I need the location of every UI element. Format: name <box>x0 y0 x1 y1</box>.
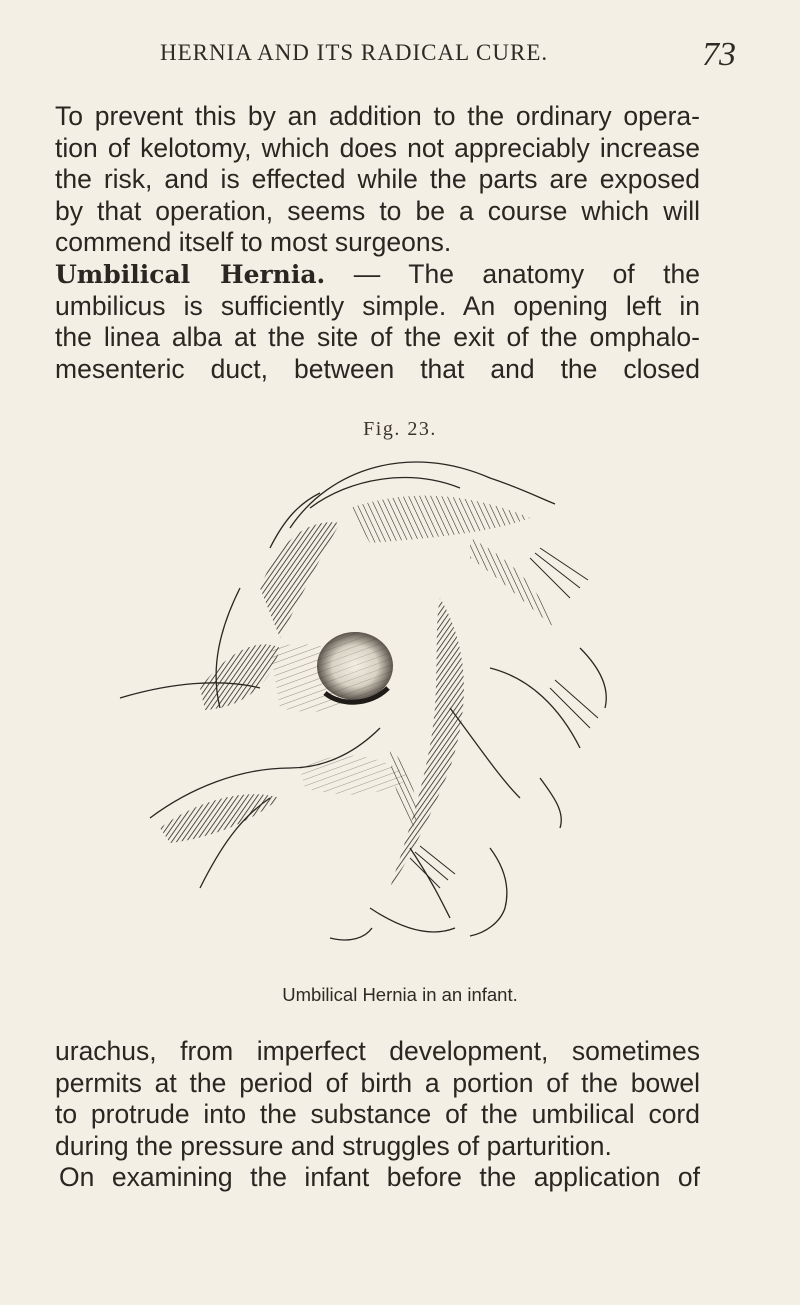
text-line: urachus, from imperfect development, sometimes <box>55 1036 700 1066</box>
section-heading: Umbilical Hernia. <box>55 259 326 289</box>
section-first-line <box>55 259 700 291</box>
text-line: mesenteric duct, between that and the closed <box>55 353 700 384</box>
hernia-illustration <box>110 448 650 978</box>
text-line: umbilicus is sufficiently simple. An opening left in <box>55 290 700 321</box>
text-line: the risk, and is effected while the parts are exposed <box>55 164 700 195</box>
running-title: HERNIA AND ITS RADICAL CURE. <box>160 40 549 65</box>
text-line: tion of kelotomy, which does not appreciably increase <box>55 132 700 163</box>
figure-label: Fig. 23. <box>363 418 437 440</box>
figure-caption: Umbilical Hernia in an infant. <box>282 984 518 1005</box>
text-line: To prevent this by an addition to the ordinary opera- <box>55 101 700 131</box>
running-head <box>60 36 740 76</box>
page-number: 73 <box>702 36 736 73</box>
paragraph-1 <box>55 101 700 385</box>
text-line: commend itself to most surgeons. <box>55 227 452 258</box>
text-line: On examining the infant before the application of <box>59 1162 700 1193</box>
text-line: by that operation, seems to be a course which will <box>55 195 700 226</box>
text-line: to protrude into the substance of the umbilical cord <box>55 1099 700 1130</box>
text-line: during the pressure and struggles of parturition. <box>55 1130 612 1161</box>
paragraph-2 <box>55 1036 700 1194</box>
text-line: permits at the period of birth a portion of the bowel <box>55 1067 700 1098</box>
section-heading-continuation: — The anatomy of the <box>325 258 701 289</box>
text-line: the linea alba at the site of the exit of the omphalo- <box>55 322 700 353</box>
